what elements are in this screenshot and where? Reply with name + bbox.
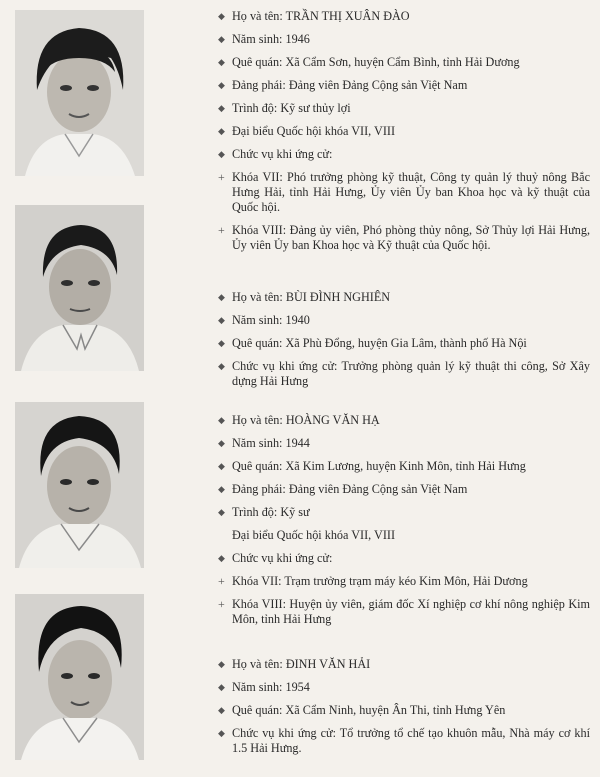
diamond-bullet-icon: ◆ (218, 553, 225, 563)
diamond-bullet-icon: ◆ (218, 438, 225, 448)
diamond-bullet-icon: ◆ (218, 57, 225, 67)
plus-bullet-icon: + (218, 597, 225, 611)
bio-line-text: Chức vụ khi ứng cử: (232, 551, 333, 565)
bio-block-2 (218, 290, 590, 397)
diamond-bullet-icon: ◆ (218, 149, 225, 159)
diamond-bullet-icon: ◆ (218, 461, 225, 471)
bio-line (218, 413, 590, 428)
bio-line-text: Trình độ: Kỹ sư thủy lợi (232, 101, 351, 115)
bio-line (218, 528, 590, 543)
bio-line-text: Trình độ: Kỹ sư (232, 505, 310, 519)
bio-line (218, 703, 590, 718)
bio-line-text: Họ và tên: ĐINH VĂN HẢI (232, 657, 371, 671)
bio-line (218, 551, 590, 566)
diamond-bullet-icon: ◆ (218, 705, 225, 715)
bio-line (218, 574, 590, 589)
portrait-man-image (15, 205, 144, 371)
bio-line (218, 9, 590, 24)
bio-line (218, 436, 590, 451)
bio-line-text: Họ và tên: BÙI ĐÌNH NGHIÊN (232, 290, 391, 304)
bio-line (218, 359, 590, 389)
diamond-bullet-icon: ◆ (218, 11, 225, 21)
bio-line-text: Đại biểu Quốc hội khóa VII, VIII (232, 528, 396, 542)
bio-line-text: Quê quán: Xã Cẩm Sơn, huyện Cẩm Bình, tỉnh Hải Dương (232, 55, 520, 69)
bio-line-text: Chức vụ khi ứng cử: Trưởng phòng quản lý kỹ thuật thi công, Sở Xây dựng Hải Hưng (232, 359, 590, 388)
bio-line (218, 290, 590, 305)
bio-block-1 (218, 9, 590, 261)
bio-line (218, 459, 590, 474)
bio-line-text: Quê quán: Xã Cẩm Ninh, huyện Ân Thi, tỉnh Hưng Yên (232, 703, 506, 717)
diamond-bullet-icon: ◆ (218, 338, 225, 348)
bio-line-text: Họ và tên: HOÀNG VĂN HẠ (232, 413, 380, 427)
bio-line-text: Khóa VIII: Huyện ủy viên, giám đốc Xí nghiệp cơ khí nông nghiệp Kim Môn, tỉnh Hải Hưng (232, 597, 590, 626)
bio-line (218, 597, 590, 627)
bio-line (218, 32, 590, 47)
portrait-photo-4 (15, 594, 144, 760)
bio-line (218, 124, 590, 139)
bio-line (218, 147, 590, 162)
bio-line (218, 482, 590, 497)
portrait-photo-1 (15, 10, 144, 176)
portrait-man-image (15, 402, 144, 568)
plus-bullet-icon: + (218, 223, 225, 237)
diamond-bullet-icon: ◆ (218, 659, 225, 669)
bio-line-text: Năm sinh: 1940 (232, 313, 310, 327)
bio-line (218, 223, 590, 253)
bio-line-text: Năm sinh: 1954 (232, 680, 310, 694)
bio-line (218, 680, 590, 695)
portrait-photo-2 (15, 205, 144, 371)
portrait-man-image (15, 594, 144, 760)
bio-line-text: Năm sinh: 1944 (232, 436, 310, 450)
bio-line (218, 55, 590, 70)
plus-bullet-icon: + (218, 170, 225, 184)
diamond-bullet-icon: ◆ (218, 484, 225, 494)
bio-line-text: Đảng phái: Đảng viên Đảng Cộng sản Việt Nam (232, 78, 468, 92)
bio-line-text: Khóa VII: Trạm trưởng trạm máy kéo Kim Môn, Hải Dương (232, 574, 528, 588)
bio-line-text: Chức vụ khi ứng cử: Tổ trưởng tổ chế tạo khuôn mẫu, Nhà máy cơ khí 1.5 Hải Hưng. (232, 726, 590, 755)
bio-line-text: Khóa VIII: Đảng ủy viên, Phó phòng thủy nông, Sở Thủy lợi Hải Hưng, Ủy viên Ủy ban Khoa học và Kỹ thuật của Quốc hội. (232, 223, 590, 252)
diamond-bullet-icon: ◆ (218, 682, 225, 692)
bio-block-4 (218, 657, 590, 764)
diamond-bullet-icon: ◆ (218, 103, 225, 113)
bio-line-text: Họ và tên: TRẦN THỊ XUÂN ĐÀO (232, 9, 410, 23)
diamond-bullet-icon: ◆ (218, 361, 225, 371)
bio-line (218, 336, 590, 351)
bio-line-text: Năm sinh: 1946 (232, 32, 310, 46)
bio-line (218, 170, 590, 215)
diamond-bullet-icon: ◆ (218, 415, 225, 425)
diamond-bullet-icon: ◆ (218, 34, 225, 44)
bio-line (218, 101, 590, 116)
bio-line-text: Quê quán: Xã Phù Đổng, huyện Gia Lâm, thành phố Hà Nội (232, 336, 527, 350)
bio-block-3 (218, 413, 590, 635)
portrait-photo-3 (15, 402, 144, 568)
bio-line-text: Đại biểu Quốc hội khóa VII, VIII (232, 124, 396, 138)
bio-line-text: Đảng phái: Đảng viên Đảng Cộng sản Việt Nam (232, 482, 468, 496)
bio-line-text: Khóa VII: Phó trưởng phòng kỹ thuật, Công ty quản lý thuỷ nông Bắc Hưng Hải, tỉnh Hải Hưng, Ủy viên Ủy ban Khoa học và kỹ thuật của Quốc hội. (232, 170, 590, 214)
bio-line-text: Chức vụ khi ứng cử: (232, 147, 333, 161)
diamond-bullet-icon: ◆ (218, 507, 225, 517)
portrait-woman-image (15, 10, 144, 176)
diamond-bullet-icon: ◆ (218, 315, 225, 325)
bio-line (218, 78, 590, 93)
plus-bullet-icon: + (218, 574, 225, 588)
bio-line (218, 505, 590, 520)
diamond-bullet-icon: ◆ (218, 728, 225, 738)
bio-line (218, 313, 590, 328)
bio-line (218, 726, 590, 756)
diamond-bullet-icon: ◆ (218, 292, 225, 302)
diamond-bullet-icon: ◆ (218, 80, 225, 90)
bio-line-text: Quê quán: Xã Kim Lương, huyện Kinh Môn, tỉnh Hải Hưng (232, 459, 526, 473)
bio-line (218, 657, 590, 672)
diamond-bullet-icon: ◆ (218, 126, 225, 136)
